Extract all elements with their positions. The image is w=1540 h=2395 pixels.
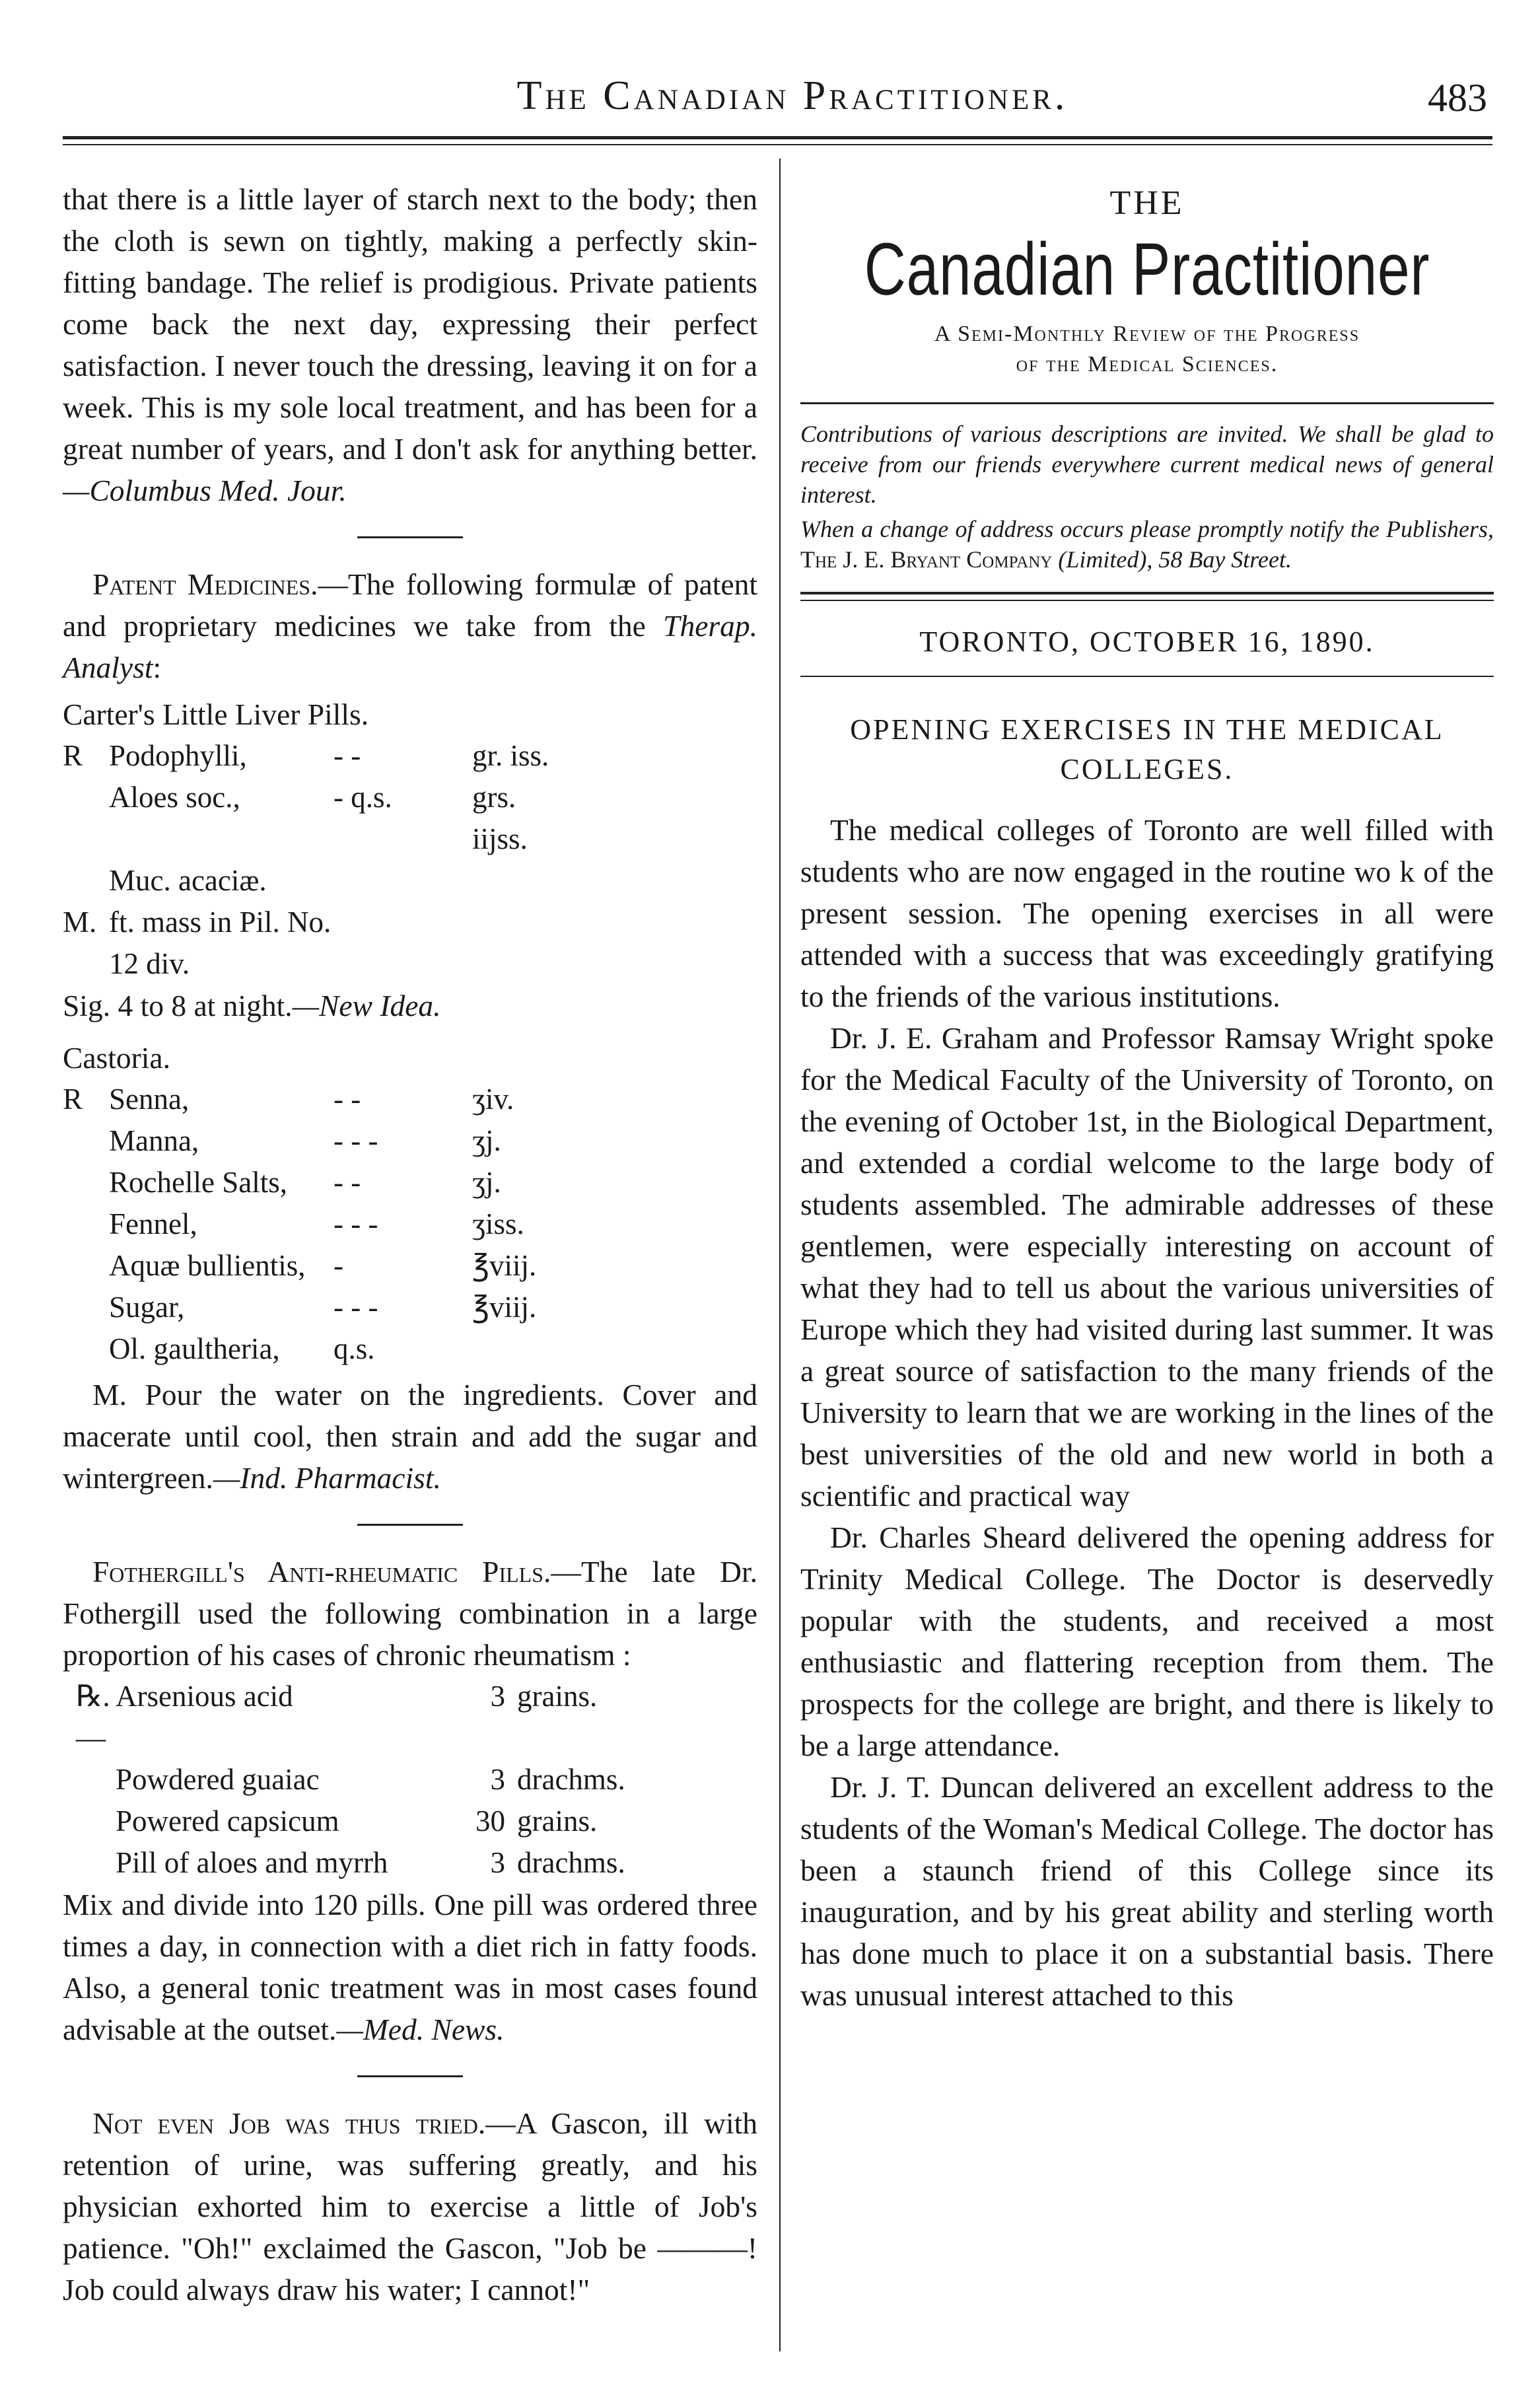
carter-rx-row [63,735,757,777]
fothergill-rx-cell-b: Pill of aloes and myrrh [116,1846,388,1879]
carter-sig [63,985,757,1026]
carter-rx-cell-b: Muc. acaciæ. [109,864,267,897]
masthead-subtitle-1: A Semi-Monthly Review of the Progress [934,322,1360,346]
article-headline: OPENING EXERCISES IN THE MEDICAL COLLEGES. [850,713,1444,785]
patent-medicines-text: —The following formulæ of patent and proprietary medicines we take from the [63,567,757,643]
fothergill-rx-cell-d: drachms. [517,1763,625,1796]
running-title: The Canadian Practitioner. [516,73,1068,118]
carter-rx-cell-a [63,777,109,860]
castoria-rx-row [63,1203,757,1245]
address-notice [800,514,1494,575]
castoria-rx-row [63,1245,757,1287]
castoria-rx-cell-b: Aquæ bullientis, [109,1249,306,1282]
castoria-rx-cell-d: ʒj. [472,1166,501,1199]
fothergill-after-text: Mix and divide into 120 pills. One pill was ordered three times a day, in connection with a diet rich in fatty foods. Also, a general tonic treatment was in most cases found advisable at the outset. [63,1888,757,2046]
masthead-title: Canadian Practitioner [864,228,1430,310]
carter-rx-cell-b: Podophylli, [109,739,247,772]
carter-sig-text: Sig. 4 to 8 at night. [63,989,293,1022]
fothergill-prescription [63,1676,757,1884]
fothergill-source: —Med. News. [336,2013,505,2046]
castoria-rx-cell-a [63,1287,109,1328]
fothergill-rx-cell-b: Powdered guaiac [116,1763,320,1796]
castoria-paragraph [63,1374,757,1499]
job-heading: Not even Job was thus tried. [92,2106,486,2140]
fothergill-rx-cell-d: grains. [517,1805,598,1838]
fothergill-rx-cell-b: Powered capsicum [116,1805,339,1838]
carter-rx-row [63,860,757,902]
castoria-rx-row [63,1120,757,1162]
carter-rx-cell-c: - q.s. [333,781,392,814]
fothergill-rx-cell-d: grains. [517,1680,598,1713]
fothergill-rx-cell-a [76,1842,116,1884]
castoria-rx-cell-c: - - - [333,1291,378,1324]
castoria-rx-cell-d: ʒj. [472,1124,501,1157]
fothergill-rx-cell-d: drachms. [517,1846,625,1879]
header-rule-thin [63,144,1492,145]
castoria-rx-row [63,1079,757,1120]
address-notice-c: (Limited), 58 Bay Street. [1052,546,1292,573]
fothergill-rx-cell-a [76,1759,116,1801]
castoria-rx-cell-d: ℥viij. [472,1291,537,1324]
carter-rx-row [63,777,757,860]
castoria-source: —Ind. Pharmacist. [213,1461,441,1495]
castoria-rx-cell-c: - [333,1249,343,1282]
carter-rx-cell-b: Aloes soc., [109,781,240,814]
article-paragraph-1: The medical colleges of Toronto are well filled with students who are now engaged in the routine wo k of the present session. The opening exercises in all were attended with a success that was exceedingly gratifying to the friends of the various institutions. [800,813,1494,1013]
notice-rule-thin [800,600,1494,601]
starch-paragraph [63,178,757,511]
castoria-rx-cell-b: Fennel, [109,1207,197,1240]
castoria-rx-row [63,1287,757,1328]
fothergill-rx-cell-c: 30 [475,1805,505,1838]
castoria-rx-cell-a: R [63,1083,83,1116]
starch-text: that there is a little layer of starch next to the body; then the cloth is sewn on tightly, making a perfectly skin-fitting bandage. The relief is prodigious. Private patients come back the next day, expressing their perfect satisfaction. I never touch the dressing, leaving it on for a week. This is my sole local treatment, and has been for a great number of years, and I don't ask for anything better. [63,182,757,466]
fothergill-after [63,1884,757,2050]
carter-rx-cell-d: gr. iss. [472,739,549,772]
castoria-title: Castoria. [63,1041,171,1075]
fothergill-rx-cell-c: 3 [490,1680,505,1713]
article-paragraph-3: Dr. Charles Sheard delivered the opening address for Trinity Medical College. The Doctor is deservedly popular with the students, and received a most enthusiastic and flattering reception from them. The prospects for the college are bright, and there is likely to be a large attendance. [800,1520,1494,1762]
castoria-rx-cell-d [472,1328,578,1370]
masthead-subtitle-2: of the Medical Sciences. [1016,352,1278,376]
right-column [800,178,1494,2016]
castoria-text: M. Pour the water on the ingredients. Cover and macerate until cool, then strain and add the sugar and wintergreen. [63,1378,757,1495]
castoria-rx-cell-a [63,1328,109,1370]
fothergill-rx-cell-a: ℞.— [76,1680,110,1754]
castoria-rx-cell-d: ʒiv. [472,1083,514,1116]
fothergill-rx-cell-c: 3 [490,1846,505,1879]
carter-rx-row [63,902,757,985]
castoria-rx-cell-c: q.s. [333,1332,375,1365]
address-notice-a: When a change of address occurs please promptly notify the Publishers, [800,516,1494,542]
castoria-rx-cell-d: ℥viij. [472,1249,537,1282]
castoria-rx-cell-a [63,1203,109,1245]
patent-medicines-heading: Patent Medicines. [92,567,318,601]
notice-rule-thick [800,592,1494,594]
fothergill-paragraph [63,1551,757,1676]
patent-medicines-source: Therap. Analyst [63,609,757,684]
left-column [63,178,757,2310]
contributions-notice: Contributions of various descriptions are invited. We shall be glad to receive from our friends everywhere current medical news of general interest. [800,421,1494,508]
castoria-rx-cell-b: Sugar, [109,1291,185,1324]
article-paragraph-2: Dr. J. E. Graham and Professor Ramsay Wright spoke for the Medical Faculty of the University of Toronto, on the evening of October 1st, in the Biological Department, and extended a cordial welcome to the large body of students assembled. The admirable addresses of these gentlemen, were especially interesting on account of what they had to tell us about the various universities of Europe which they had visited during last summer. It was a great source of satisfaction to the many friends of the University to learn that we are working in the lines of the best universities of the old and new world in both a scientific and practical way [800,1021,1494,1513]
fothergill-rx-cell-a [76,1801,116,1842]
dateline-rule [800,676,1494,677]
castoria-rx-cell-a [63,1120,109,1162]
header-rule-thick [63,136,1492,139]
castoria-rx-cell-b: Manna, [109,1124,199,1157]
castoria-rx-row [63,1328,757,1370]
fothergill-rx-row [76,1842,757,1884]
fothergill-heading: Fothergill's Anti-rheumatic Pills. [92,1555,551,1589]
fothergill-rx-row [76,1759,757,1801]
carter-prescription [63,735,757,985]
fothergill-text: —The late Dr. Fothergill used the following combination in a large proportion of his cases of chronic rheumatism : [63,1555,757,1672]
patent-medicines-colon: : [153,651,162,684]
carter-title: Carter's Little Liver Pills. [63,697,369,731]
masthead-rule [800,402,1494,404]
masthead-the: THE [1109,184,1185,222]
carter-rx-cell-d [472,860,578,902]
carter-rx-cell-a: R [63,739,83,772]
castoria-prescription [63,1079,757,1370]
castoria-rx-cell-c: - - - [333,1207,378,1240]
fothergill-rx-cell-b: Arsenious acid [116,1680,293,1713]
carter-rx-cell-c [333,860,472,902]
carter-rx-cell-c [333,902,472,985]
carter-source: —New Idea. [292,989,441,1022]
publisher-name: The J. E. Bryant Company [800,546,1053,573]
carter-rx-cell-d: grs. iijss. [472,781,528,855]
starch-source: —Columbus Med. Jour. [63,474,347,507]
fothergill-rx-cell-c: 3 [490,1763,505,1796]
castoria-rx-cell-b: Ol. gaultheria, [109,1332,280,1365]
fothergill-rx-row [76,1801,757,1842]
job-paragraph [63,2102,757,2310]
carter-rx-cell-b: ft. mass in Pil. No. 12 div. [109,906,332,980]
carter-rx-cell-c: - - [333,739,361,772]
castoria-rx-cell-a [63,1162,109,1203]
castoria-rx-cell-c: - - [333,1166,361,1199]
castoria-rx-cell-b: Rochelle Salts, [109,1166,287,1199]
running-head [0,73,1540,125]
section-separator [357,536,463,538]
castoria-rx-cell-d: ʒiss. [472,1207,524,1240]
carter-rx-cell-a: M. [63,906,97,939]
page-number: 483 [1428,76,1487,120]
carter-rx-cell-a [63,860,109,902]
article-paragraph-4: Dr. J. T. Duncan delivered an excellent address to the students of the Woman's Medical College. The doctor has been a staunch friend of this College since its inauguration, and by his great ability and sterling worth has done much to place it on a substantial basis. There was unusual interest attached to this [800,1770,1494,2012]
castoria-rx-cell-c: - - [333,1083,361,1116]
castoria-rx-cell-c: - - - [333,1124,378,1157]
column-divider [779,159,781,2351]
castoria-rx-cell-a [63,1245,109,1287]
fothergill-rx-row [76,1676,757,1759]
section-separator [357,1524,463,1526]
dateline: TORONTO, OCTOBER 16, 1890. [919,626,1375,658]
castoria-rx-row [63,1162,757,1203]
castoria-rx-cell-b: Senna, [109,1083,190,1116]
patent-medicines-paragraph [63,563,757,688]
section-separator [357,2075,463,2077]
job-text: —A Gascon, ill with retention of urine, was suffering greatly, and his physician exhorted him to exercise a little of Job's patience. "Oh!" exclaimed the Gascon, "Job be ———! Job could always draw his water; I cannot!" [63,2106,757,2306]
carter-rx-cell-d [472,902,578,985]
